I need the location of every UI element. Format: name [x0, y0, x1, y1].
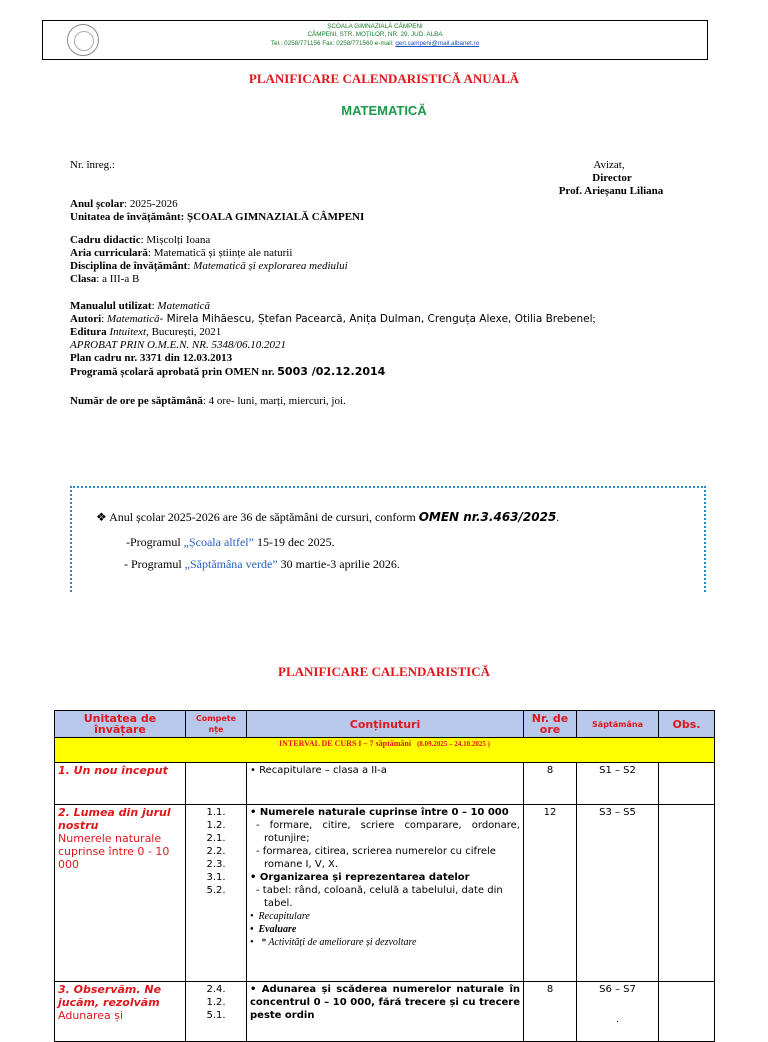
- approval-role: Director: [592, 172, 632, 184]
- header-competences: Compete nțe: [186, 711, 247, 738]
- content-bullet: • Recapitulare: [250, 911, 310, 922]
- textbook-info: [70, 300, 710, 379]
- school-name: ȘCOALA GIMNAZIALĂ CÂMPENI: [327, 23, 423, 30]
- school-header: [42, 20, 708, 60]
- interval-label: INTERVAL DE CURS I – 7 săptămâni (8.09.2025 – 24.10.2025 ): [55, 738, 715, 763]
- content-cell: • Recapitulare – clasa a II-a: [247, 763, 524, 805]
- teacher-line: Cadru didactic: Mișcolți Ioana: [70, 234, 211, 246]
- table-row: [55, 805, 715, 982]
- subject-title: MATEMATICĂ: [341, 103, 427, 118]
- institution-line: Unitatea de învățământ: ȘCOALA GIMNAZIALĂ CÂMPENI: [70, 211, 365, 223]
- competences-cell: 1.1. 1.2. 2.1. 2.2. 2.3. 3.1. 5.2.: [186, 805, 247, 982]
- email-link[interactable]: gen.campeni@mail.albanet.ro: [395, 40, 480, 47]
- obs-cell: [659, 982, 715, 1042]
- hours-cell: 8: [524, 763, 577, 805]
- discipline-line: Disciplina de învățământ: Matematică și explorarea mediului: [70, 260, 348, 272]
- section-title: PLANIFICARE CALENDARISTICĂ: [278, 664, 490, 679]
- framework-plan: Plan cadru nr. 3371 din 12.03.2013: [70, 352, 233, 364]
- textbook-line: Manualul utilizat: Matematică: [70, 300, 210, 312]
- approval-label: Avizat,: [593, 159, 625, 171]
- teacher-info: [70, 234, 348, 286]
- class-line: Clasa: a III-a B: [70, 273, 140, 285]
- table-row: [55, 763, 715, 805]
- week-cell: S3 – S5: [577, 805, 659, 982]
- content-heading: • Adunarea și scăderea numerelor naturale în concentrul 0 – 10 000, fără trecere și cu trecere peste ordin: [250, 984, 521, 1021]
- hours-cell: 8: [524, 982, 577, 1042]
- content-dash: - formare, citire, scriere comparare, ordonare, rotunjire;: [256, 820, 520, 844]
- content-dash: - tabel: rând, coloană, celulă a tabelului, date din tabel.: [256, 885, 503, 909]
- planning-table: [54, 710, 715, 1042]
- publisher-line: Editura Intuitext, București, 2021: [70, 326, 222, 338]
- header-unit: Unitatea de învățare: [55, 711, 186, 738]
- week-cell: S1 – S2: [577, 763, 659, 805]
- school-contact: [43, 40, 707, 48]
- weekly-hours: Număr de ore pe săptămână: 4 ore- luni, marți, miercuri, joi.: [70, 395, 346, 407]
- school-year-line: Anul școlar: 2025-2026: [70, 198, 178, 210]
- approval-name: Prof. Arieșanu Liliana: [558, 185, 664, 197]
- header-obs: Obs.: [659, 711, 715, 738]
- curriculum-approval: Programă școlară aprobată prin OMEN nr. 5003 /02.12.2014: [70, 365, 386, 378]
- header-content: Conținuturi: [247, 711, 524, 738]
- header-hours: Nr. de ore: [524, 711, 577, 738]
- school-info: [70, 198, 364, 224]
- approval-order: APROBAT PRIN O.M.E.N. NR. 5348/06.10.2021: [70, 339, 287, 351]
- content-heading: • Numerele naturale cuprinse între 0 – 10 000: [250, 807, 509, 818]
- unit-cell: 2. Lumea din jurul nostru Numerele naturale cuprinse între 0 - 10 000: [55, 805, 186, 982]
- obs-cell: [659, 805, 715, 982]
- week-cell: S6 – S7 .: [577, 982, 659, 1042]
- diamond-bullet-icon: ❖: [96, 510, 107, 524]
- content-bullet: • Evaluare: [250, 924, 297, 935]
- unit-cell: 1. Un nou început: [55, 763, 186, 805]
- content-cell: [247, 805, 524, 982]
- table-row: [55, 982, 715, 1042]
- competences-cell: 2.4. 1.2. 5.1.: [186, 982, 247, 1042]
- authors-line: Autori: Matematică- Mirela Mihăescu, Ștefan Pacearcă, Anița Dulman, Crenguța Alexe, Otilia Brebenel;: [70, 313, 596, 325]
- content-heading: • Organizarea și reprezentarea datelor: [250, 872, 470, 883]
- school-address: CÂMPENI, STR. MOȚILOR, NR. 29, JUD. ALBA: [307, 31, 443, 38]
- document-title: PLANIFICARE CALENDARISTICĂ ANUALĂ: [248, 71, 520, 86]
- content-bullet: • * Activități de ameliorare și dezvoltare: [250, 937, 417, 948]
- competences-cell: [186, 763, 247, 805]
- content-dash: - formarea, citirea, scrierea numerelor cu cifrele romane I, V, X.: [256, 846, 496, 870]
- curriculum-area-line: Aria curriculară: Matematică și științe ale naturii: [70, 247, 293, 259]
- approval-block: [560, 159, 690, 198]
- notice-line-1: ❖ Anul școlar 2025-2026 are 36 de săptămâni de cursuri, conform OMEN nr.3.463/2025.: [96, 510, 560, 524]
- table-header-row: [55, 711, 715, 738]
- content-cell: [247, 982, 524, 1042]
- contact-phones: Tel.: 0258/771156 Fax: 0258/771560 e-mail:: [270, 40, 396, 47]
- notice-line-3: - Programul „Săptămâna verde” 30 martie-3 aprilie 2026.: [124, 557, 400, 571]
- hours-cell: 12: [524, 805, 577, 982]
- registration-number: Nr. înreg.:: [70, 159, 115, 171]
- interval-row: [55, 738, 715, 763]
- header-week: Săptămâna: [577, 711, 659, 738]
- unit-cell: 3. Observăm. Ne jucăm, rezolvăm Adunarea și: [55, 982, 186, 1042]
- obs-cell: [659, 763, 715, 805]
- notice-line-2: -Programul „Școala altfel” 15-19 dec 2025.: [126, 535, 335, 549]
